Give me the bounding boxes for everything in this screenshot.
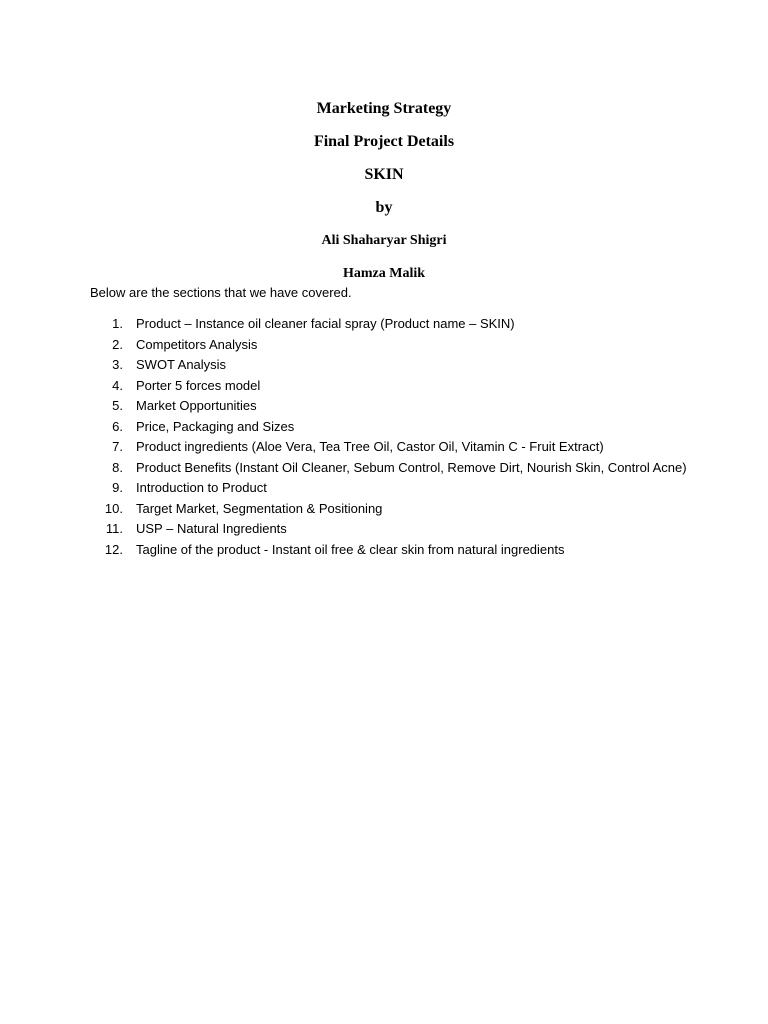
item-text: Introduction to Product — [136, 480, 267, 495]
item-number: 2. — [112, 336, 123, 352]
sections-list — [90, 314, 690, 560]
item-number: 5. — [112, 398, 123, 413]
author-name: Hamza Malik — [342, 266, 426, 281]
list-item — [90, 478, 690, 499]
item-number: 1. — [112, 316, 123, 331]
list-item — [90, 355, 690, 376]
by-label: by — [375, 199, 393, 216]
title-block — [0, 92, 768, 290]
list-item — [90, 458, 690, 479]
item-number: 6. — [112, 418, 123, 434]
project-title: Final Project Details — [313, 133, 455, 150]
item-text: Price, Packaging and Sizes — [136, 418, 295, 434]
list-item — [90, 540, 690, 561]
item-text: Market Opportunities — [136, 398, 257, 413]
item-number: 3. — [112, 357, 123, 372]
item-text: Product Benefits (Instant Oil Cleaner, Sebum Control, Remove Dirt, Nourish Skin, Control Acne) — [136, 459, 687, 475]
list-item — [90, 335, 690, 356]
item-number: 10. — [104, 500, 123, 516]
list-item — [90, 437, 690, 458]
author-name: Ali Shaharyar Shigri — [321, 233, 447, 248]
item-text: Product – Instance oil cleaner facial spray (Product name – SKIN) — [136, 316, 515, 331]
list-item — [90, 314, 690, 335]
item-text: Target Market, Segmentation & Positioning — [136, 500, 383, 516]
item-text: Product ingredients (Aloe Vera, Tea Tree Oil, Castor Oil, Vitamin C - Fruit Extract) — [136, 439, 604, 454]
list-item — [90, 499, 690, 520]
item-text: Tagline of the product - Instant oil free & clear skin from natural ingredients — [136, 541, 565, 557]
intro-text: Below are the sections that we have covered. — [90, 285, 352, 300]
item-number: 9. — [112, 480, 123, 495]
product-name: SKIN — [364, 166, 404, 183]
list-item — [90, 519, 690, 540]
course-title: Marketing Strategy — [316, 100, 452, 117]
list-item — [90, 396, 690, 417]
item-number: 12. — [104, 541, 123, 557]
item-text: SWOT Analysis — [136, 357, 227, 372]
item-number: 8. — [112, 459, 123, 475]
list-item — [90, 417, 690, 438]
item-text: Porter 5 forces model — [136, 377, 261, 393]
item-text: USP – Natural Ingredients — [136, 521, 287, 536]
list-item — [90, 376, 690, 397]
item-text: Competitors Analysis — [136, 336, 258, 352]
item-number: 11. — [105, 521, 123, 536]
item-number: 4. — [112, 377, 123, 393]
item-number: 7. — [112, 439, 123, 454]
